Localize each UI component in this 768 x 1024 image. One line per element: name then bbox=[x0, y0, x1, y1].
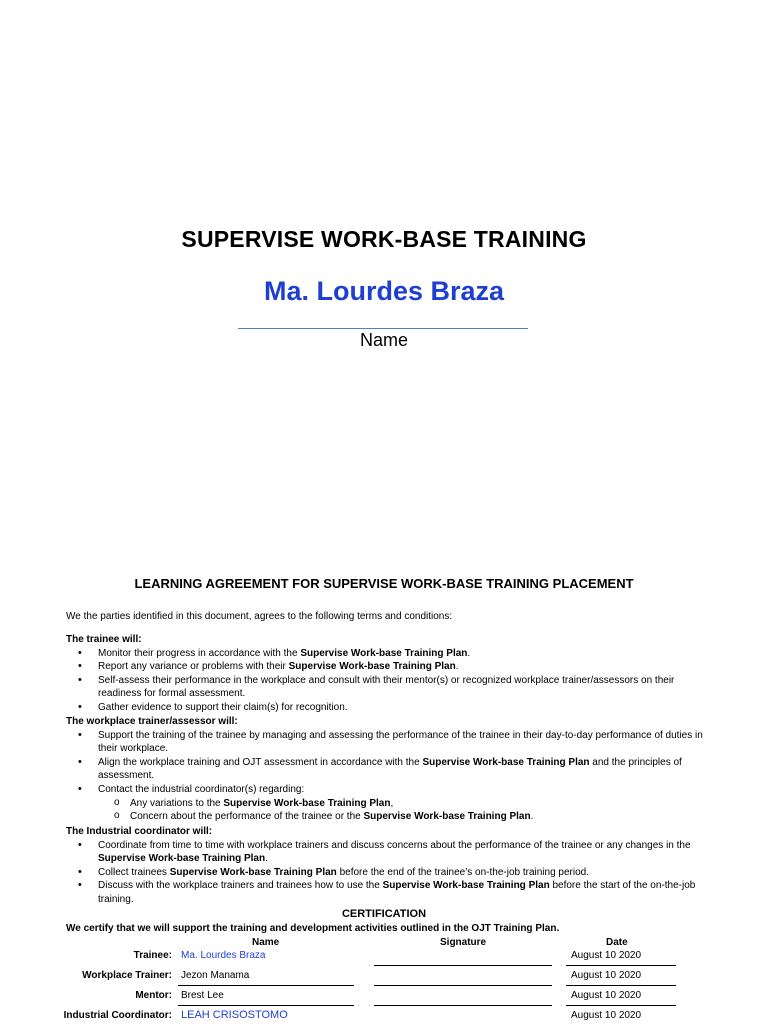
column-header-signature: Signature bbox=[440, 937, 487, 948]
mentor-name-line bbox=[178, 1005, 354, 1006]
coordinator-list bbox=[66, 839, 706, 907]
coordinator-heading: The Industrial coordinator will: bbox=[66, 826, 213, 837]
industrial-coordinator-label: Industrial Coordinator: bbox=[63, 1010, 172, 1021]
list-item: • Monitor their progress in accordance with the Supervise Work-base Training Plan. bbox=[98, 647, 706, 661]
workplace-trainer-name: Jezon Manama bbox=[181, 970, 250, 981]
trainee-date: August 10 2020 bbox=[571, 950, 642, 961]
list-item: • Support the training of the trainee by managing and assessing the performance of the trainee in their day-to-day performance of duties in their workplace. bbox=[98, 729, 706, 756]
name-underline bbox=[238, 328, 528, 329]
workplace-trainer-name-line bbox=[178, 985, 354, 986]
person-name: Ma. Lourdes Braza bbox=[263, 276, 505, 306]
agreement-title: LEARNING AGREEMENT FOR SUPERVISE WORK-BASE TRAINING PLACEMENT bbox=[134, 576, 634, 591]
workplace-trainer-label: Workplace Trainer: bbox=[82, 970, 172, 981]
trainee-date-line bbox=[566, 965, 676, 966]
certification-title: CERTIFICATION bbox=[341, 908, 427, 920]
name-caption: Name bbox=[359, 330, 408, 350]
list-item: • Coordinate from time to time with workplace trainers and discuss concerns about the performance of the trainee or any changes in the Supervise Work-base Training Plan. bbox=[98, 839, 706, 866]
list-item: • Report any variance or problems with their Supervise Work-base Training Plan. bbox=[98, 660, 706, 674]
mentor-name: Brest Lee bbox=[181, 990, 224, 1001]
mentor-date: August 10 2020 bbox=[571, 990, 642, 1001]
trainee-name: Ma. Lourdes Braza bbox=[181, 950, 266, 961]
list-item: o Any variations to the Supervise Work-base Training Plan, bbox=[130, 797, 706, 811]
mentor-date-line bbox=[566, 1005, 676, 1006]
trainee-label: Trainee: bbox=[133, 950, 172, 961]
column-header-date: Date bbox=[606, 937, 628, 948]
trainee-heading: The trainee will: bbox=[66, 634, 142, 645]
certification-statement: We certify that we will support the training and development activities outlined in the OJT Training Plan. bbox=[66, 923, 560, 934]
workplace-trainer-date: August 10 2020 bbox=[571, 970, 642, 981]
trainer-section bbox=[66, 715, 706, 824]
list-item: • Gather evidence to support their claim(s) for recognition. bbox=[98, 701, 706, 715]
coordinator-section bbox=[66, 825, 706, 907]
agreement-intro: We the parties identified in this document, agrees to the following terms and conditions: bbox=[66, 611, 453, 622]
mentor-label: Mentor: bbox=[135, 990, 172, 1001]
workplace-trainer-date-line bbox=[566, 985, 676, 986]
workplace-trainer-signature-line bbox=[374, 985, 552, 986]
trainee-section bbox=[66, 633, 706, 715]
column-header-name: Name bbox=[252, 937, 280, 948]
mentor-signature-line bbox=[374, 1005, 552, 1006]
list-item: • Self-assess their performance in the workplace and consult with their mentor(s) or recognized workplace trainer/assessors on their readiness for formal assessment. bbox=[98, 674, 706, 701]
trainer-sublist bbox=[98, 797, 706, 824]
trainee-list bbox=[66, 647, 706, 715]
trainer-heading: The workplace trainer/assessor will: bbox=[66, 716, 238, 727]
trainer-list bbox=[66, 729, 706, 824]
list-item: • Discuss with the workplace trainers and trainees how to use the Supervise Work-base Training Plan before the start of the on-the-job training. bbox=[98, 879, 706, 906]
document-title: SUPERVISE WORK-BASE TRAINING bbox=[181, 226, 587, 252]
list-item: o Concern about the performance of the trainee or the Supervise Work-base Training Plan. bbox=[130, 810, 706, 824]
list-item: • Collect trainees Supervise Work-base Training Plan before the end of the trainee’s on-the-job training period. bbox=[98, 866, 706, 880]
industrial-coordinator-name: LEAH CRISOSTOMO bbox=[181, 1009, 288, 1021]
list-item: • Contact the industrial coordinator(s) regarding: o Any variations to the Supervise Work-base Training Plan, o Concern about the performance of the trainee or the Supervise Work-base Training Plan. bbox=[98, 783, 706, 824]
list-item: • Align the workplace training and OJT assessment in accordance with the Supervise Work-base Training Plan and the principles of assessment. bbox=[98, 756, 706, 783]
industrial-coordinator-date: August 10 2020 bbox=[571, 1010, 642, 1021]
trainee-signature-line bbox=[374, 965, 552, 966]
